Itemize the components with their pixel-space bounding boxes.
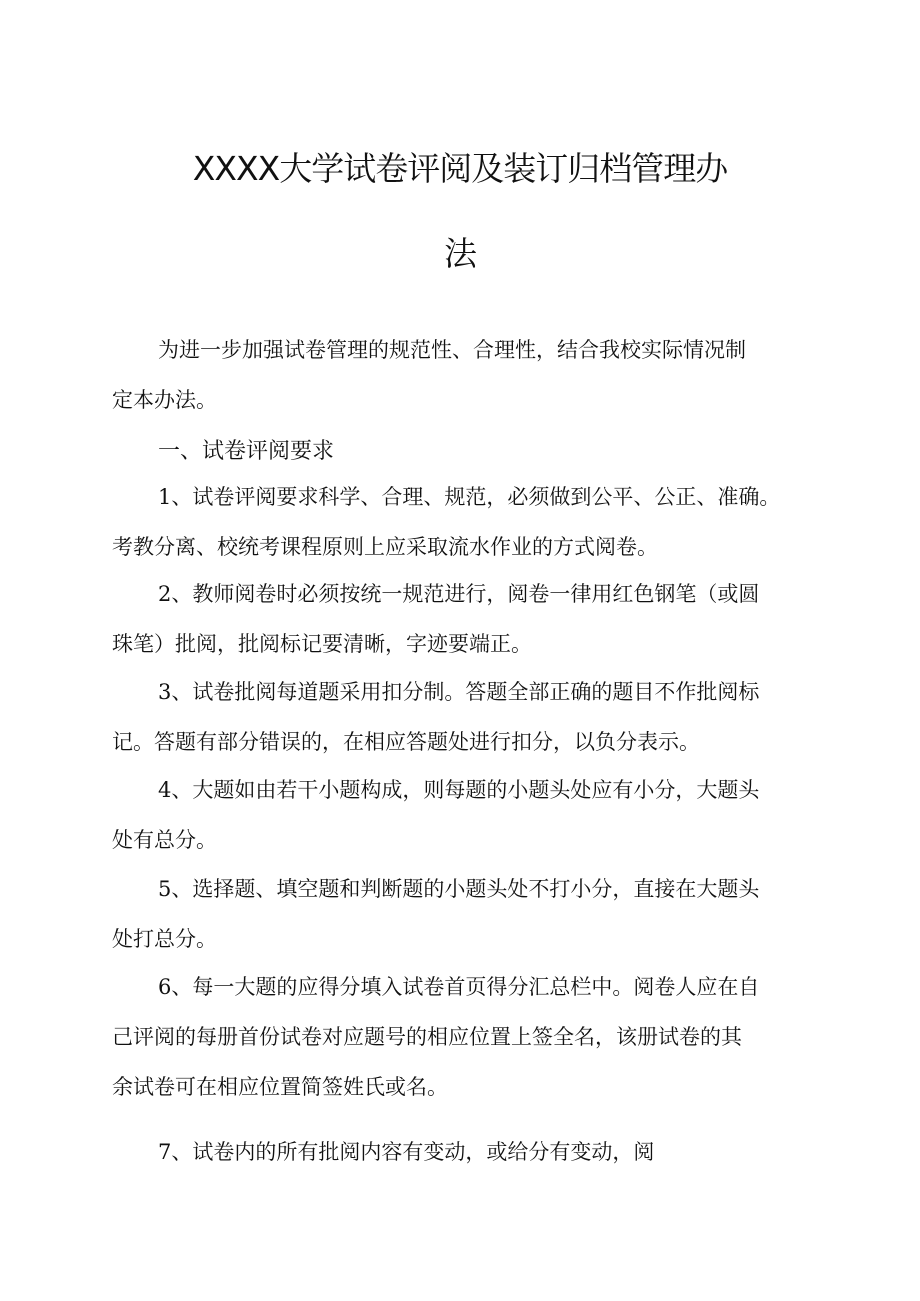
item-5-line-2: 处打总分。	[112, 927, 217, 951]
item-3-line-2: 记。答题有部分错误的，在相应答题处进行扣分，以负分表示。	[112, 730, 700, 754]
item-1-line-1: 1、试卷评阅要求科学、合理、规范，必须做到公平、公正、准确。	[158, 485, 781, 509]
intro-paragraph	[112, 325, 812, 425]
item-3-paragraph	[112, 667, 812, 767]
item-1-line-2: 考教分离、校统考课程原则上应采取流水作业的方式阅卷。	[112, 535, 658, 559]
item-6-paragraph	[112, 962, 812, 1112]
item-4-paragraph	[112, 765, 812, 865]
item-3-line-1: 3、试卷批阅每道题采用扣分制。答题全部正确的题目不作批阅标	[158, 680, 760, 704]
intro-line-2: 定本办法。	[112, 388, 217, 412]
item-4-line-2: 处有总分。	[112, 828, 217, 852]
item-2-line-1: 2、教师阅卷时必须按统一规范进行，阅卷一律用红色钢笔（或圆	[158, 582, 760, 606]
item-6-line-1: 6、每一大题的应得分填入试卷首页得分汇总栏中。阅卷人应在自	[158, 975, 760, 999]
item-7-line-1: 7、试卷内的所有批阅内容有变动，或给分有变动，阅	[158, 1140, 655, 1164]
intro-line-1: 为进一步加强试卷管理的规范性、合理性，结合我校实际情况制	[158, 338, 746, 362]
item-6-line-3: 余试卷可在相应位置简签姓氏或名。	[112, 1075, 448, 1099]
document-title-line-2: 法	[444, 234, 476, 273]
item-5-paragraph	[112, 864, 812, 964]
item-1-paragraph	[112, 472, 812, 572]
item-5-line-1: 5、选择题、填空题和判断题的小题头处不打小分，直接在大题头	[158, 877, 760, 901]
item-2-line-2: 珠笔）批阅，批阅标记要清晰，字迹要端正。	[112, 632, 532, 656]
item-4-line-1: 4、大题如由若干小题构成，则每题的小题头处应有小分，大题头	[158, 778, 760, 802]
item-7-paragraph	[112, 1127, 812, 1177]
section-heading: 一、试卷评阅要求	[158, 439, 335, 464]
item-6-line-2: 己评阅的每册首份试卷对应题号的相应位置上签全名，该册试卷的其	[112, 1025, 742, 1049]
document-title-line-1: XXXX大学试卷评阅及装订归档管理办	[192, 149, 728, 188]
item-2-paragraph	[112, 569, 812, 669]
